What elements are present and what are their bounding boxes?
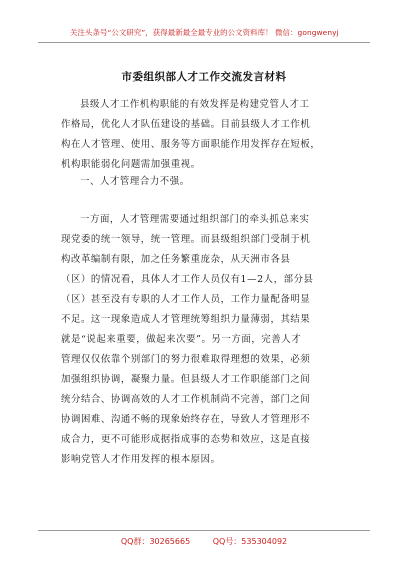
text-line: 一方面，人才管理需要通过组织部门的牵头抓总来实 bbox=[80, 214, 310, 225]
footer-divider bbox=[38, 530, 370, 531]
text-line: 影响党管人才作用发挥的根本原因。 bbox=[61, 454, 221, 465]
header-divider bbox=[38, 42, 370, 43]
text-line: （区）的情况看，具体人才工作人员仅有1—2人，部分县 bbox=[61, 274, 314, 285]
text-line: 成合力，更不可能形成据指成事的态势和效应，这是直接 bbox=[61, 434, 311, 445]
paragraph-intro bbox=[61, 95, 361, 175]
header-notice: 关注头条号“公文研究”，获得最新最全最专业的公文资料库！ 微信：gongwenyj bbox=[70, 28, 339, 37]
footer-contact bbox=[0, 536, 408, 547]
qq-number-text: QQ号：535304092 bbox=[212, 537, 288, 546]
text-line: 不足。这一现象造成人才管理统筹组织力量薄弱，其结果 bbox=[61, 314, 311, 325]
text-line: 管理仅仅依靠个别部门的努力很难取得理想的效果，必须 bbox=[61, 354, 311, 365]
text-line: 作格局，优化人才队伍建设的基础。目前县级人才工作机 bbox=[61, 119, 311, 130]
text-line: 构在人才管理、使用、服务等方面职能作用发挥存在短板， bbox=[61, 139, 321, 150]
text-line: （区）甚至没有专职的人才工作人员，工作力量配备明显 bbox=[61, 294, 311, 305]
heading-text: 一、人才管理合力不强。 bbox=[80, 176, 190, 187]
document-title: 市委组织部人才工作交流发言材料 bbox=[121, 71, 287, 83]
text-line: 县级人才工作机构职能的有效发挥是构建党管人才工 bbox=[80, 99, 310, 110]
text-line: 现党委的统一领导，统一管理。而县级组织部门受制于机 bbox=[61, 234, 311, 245]
text-line: 统分结合、协调高效的人才工作机制尚不完善，部门之间 bbox=[61, 394, 311, 405]
section-heading bbox=[61, 172, 361, 192]
text-line: 加强组织协调，凝聚力量。但县级人才工作职能部门之间 bbox=[61, 374, 311, 385]
text-line: 机构职能弱化问题需加强重视。 bbox=[61, 159, 201, 170]
text-line: 构改革编制有限，加之任务繁重庞杂，从天洲市各县 bbox=[61, 254, 291, 265]
paragraph-body bbox=[61, 210, 361, 470]
qq-group-text: QQ群：30265665 bbox=[120, 537, 191, 546]
text-line: 协调困难、沟通不畅的现象始终存在，导致人才管理形不 bbox=[61, 414, 311, 425]
text-line: 就是“说起来重要，做起来次要”。另一方面，完善人才 bbox=[61, 334, 302, 345]
